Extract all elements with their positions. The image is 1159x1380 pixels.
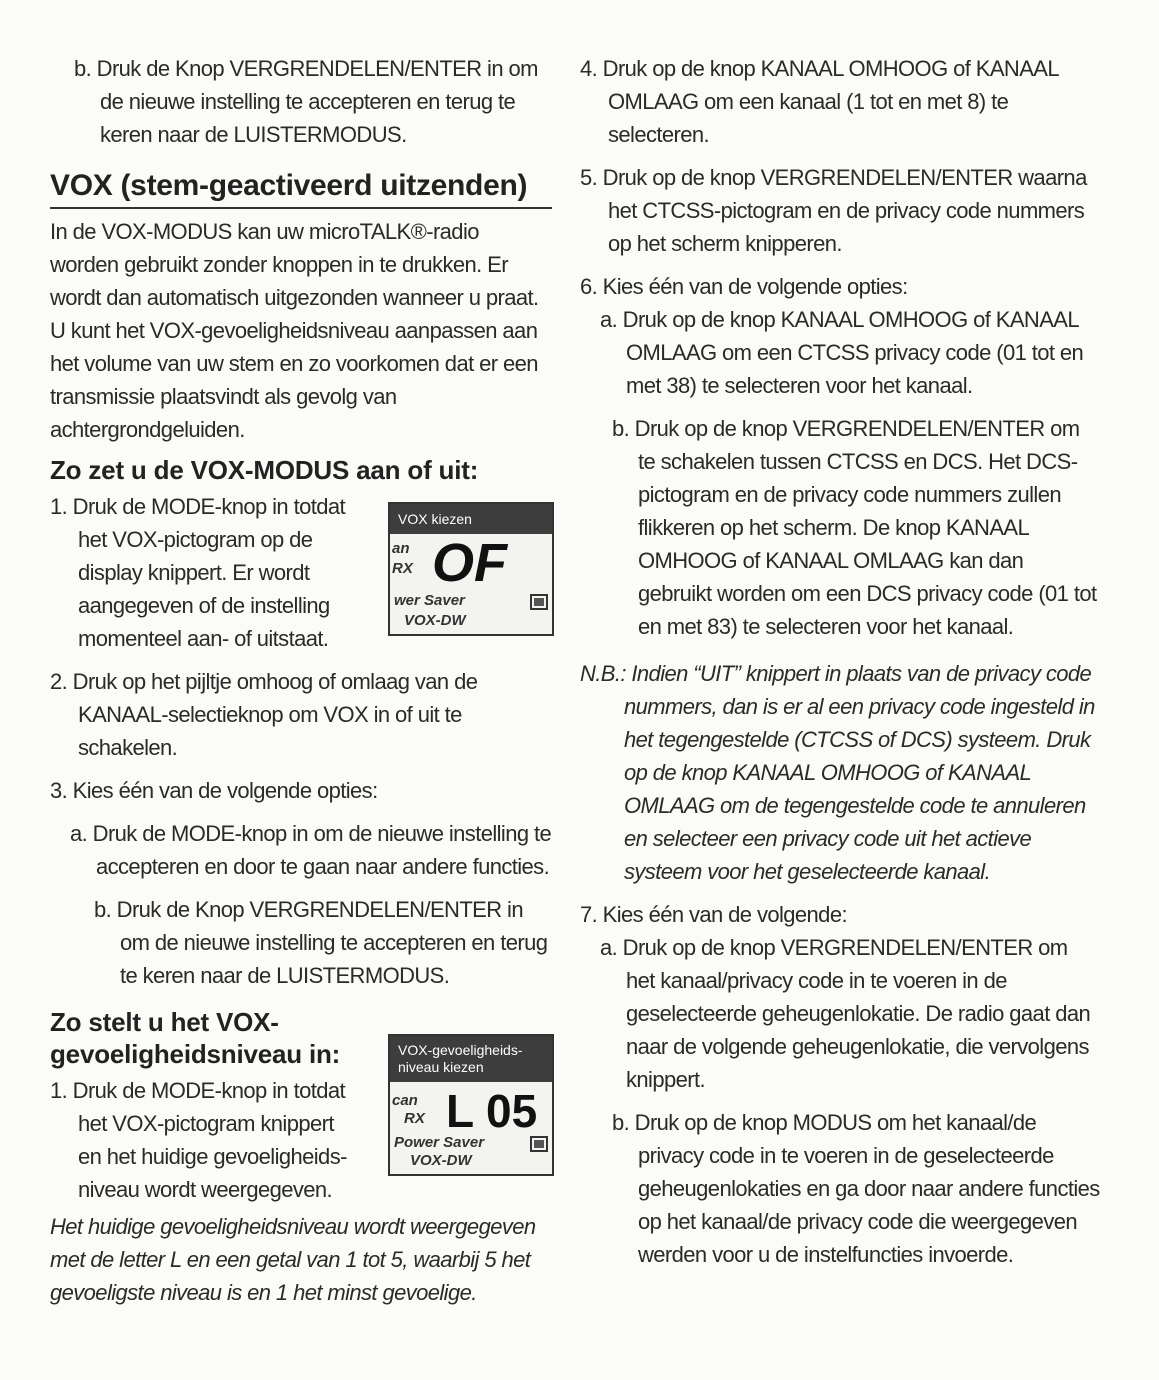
sensitivity-note: Het huidige gevoeligheidsniveau wordt weergegeven met de letter L en een getal van 1 tot 5, waarbij 5 het gevoeligste niveau is en 1 het minst gevoelige. xyxy=(50,1214,536,1305)
lcd-label-scan: can xyxy=(392,1092,418,1109)
step-3b-vox-on-off: b. Druk de Knop VERGRENDELEN/ENTER in om de nieuwe instelling te accepteren en terug te keren naar de LUISTERMODUS. xyxy=(94,897,548,988)
lcd-power-saver: Power Saver xyxy=(394,1134,485,1151)
figure-caption: VOX-gevoeligheids-niveau kiezen xyxy=(390,1036,552,1082)
lcd-screen xyxy=(390,1082,552,1174)
step-7b: b. Druk op de knop MODUS om het kanaal/de privacy code in te voeren in de geselecteerde geheugenlokaties en ga door naar andere functies op het kanaal/de privacy code die weergegeven werden voor u de instelfuncties invoerde. xyxy=(612,1110,1100,1267)
figure-caption: VOX kiezen xyxy=(390,504,552,534)
subheading-vox-on-off: Zo zet u de VOX-MODUS aan of uit: xyxy=(50,455,479,485)
lcd-screen xyxy=(390,534,552,634)
right-column xyxy=(580,52,1100,1271)
step-4: 4. Druk op de knop KANAAL OMHOOG of KANAAL OMLAAG om een kanaal (1 tot en met 8) te selecteren. xyxy=(580,56,1059,147)
step-3-vox-on-off: 3. Kies één van de volgende opties: xyxy=(50,778,378,803)
step-7a: a. Druk op de knop VERGRENDELEN/ENTER om het kanaal/privacy code in te voeren in de geselecteerde geheugenlokatie. De radio gaat dan naar de volgende geheugenlokatie, die vervolgens knippert. xyxy=(600,935,1091,1092)
intro-step-b: b. Druk de Knop VERGRENDELEN/ENTER in om de nieuwe instelling te accepteren en terug te keren naar de LUISTERMODUS. xyxy=(74,56,538,147)
step-6b: b. Druk op de knop VERGRENDELEN/ENTER om te schakelen tussen CTCSS en DCS. Het DCS-pictogram en de privacy code nummers zullen flikkeren op het scherm. De knop KANAAL OMHOOG of KANAAL OMLAAG kan dan gebruikt worden om een DCS privacy code (01 tot en met 83) te selecteren voor het kanaal. xyxy=(612,416,1097,639)
lcd-label-rx: RX xyxy=(392,560,413,577)
subheading-vox-sensitivity: Zo stelt u het VOX-gevoeligheidsniveau in: xyxy=(50,1007,341,1069)
step-6a: a. Druk op de knop KANAAL OMHOOG of KANAAL OMLAAG om een CTCSS privacy code (01 tot en met 38) te selecteren voor het kanaal. xyxy=(600,307,1084,398)
lcd-vox-label: VOX-DW xyxy=(404,612,466,629)
step-7: 7. Kies één van de volgende: xyxy=(580,902,847,927)
step-5: 5. Druk op de knop VERGRENDELEN/ENTER waarna het CTCSS-pictogram en de privacy code nummers op het scherm knipperen. xyxy=(580,165,1087,256)
step-1-vox-on-off: 1. Druk de MODE-knop in totdat het VOX-pictogram op de display knippert. Er wordt aangegeven of de instelling momenteel aan- of uitstaat. xyxy=(50,494,346,651)
lcd-vox-label: VOX-DW xyxy=(410,1152,472,1169)
lcd-label-an: an xyxy=(392,540,410,557)
step-2-vox-on-off: 2. Druk op het pijltje omhoog of omlaag van de KANAAL-selectieknop om VOX in of uit te schakelen. xyxy=(50,669,478,760)
section-heading-vox: VOX (stem-geactiveerd uitzenden) xyxy=(50,169,552,209)
step-3a-vox-on-off: a. Druk de MODE-knop in om de nieuwe instelling te accepteren en door te gaan naar andere functies. xyxy=(70,821,552,879)
lcd-figure-vox-sensitivity xyxy=(388,1034,554,1176)
lcd-figure-vox-select xyxy=(388,502,554,636)
step-1-vox-sensitivity: 1. Druk de MODE-knop in totdat het VOX-pictogram knippert en het huidige gevoeligheids-niveau wordt weergegeven. xyxy=(50,1078,347,1202)
lcd-main-text: L 05 xyxy=(446,1085,538,1137)
lcd-label-rx: RX xyxy=(404,1110,425,1127)
lcd-main-text: OF xyxy=(432,534,507,593)
privacy-note: N.B.: Indien “UIT” knippert in plaats van de privacy code nummers, dan is er al een privacy code ingesteld in het tegengestelde (CTCSS of DCS) systeem. Druk op de knop KANAAL OMHOOG of KANAAL OMLAAG om de tegengestelde code te annuleren en selecteer een privacy code uit het actieve systeem voor het geselecteerde kanaal. xyxy=(580,661,1095,884)
battery-icon xyxy=(530,594,548,610)
lcd-power-saver: wer Saver xyxy=(394,592,465,609)
battery-icon xyxy=(530,1136,548,1152)
step-6: 6. Kies één van de volgende opties: xyxy=(580,274,908,299)
vox-paragraph: In de VOX-MODUS kan uw microTALK®-radio worden gebruikt zonder knoppen in te drukken. Er wordt dan automatisch uitgezonden wanneer u praat. U kunt het VOX-gevoeligheidsniveau aanpassen aan het volume van uw stem en zo voorkomen dat er een transmissie plaatsvindt als gevolg van achtergrondgeluiden. xyxy=(50,219,539,442)
